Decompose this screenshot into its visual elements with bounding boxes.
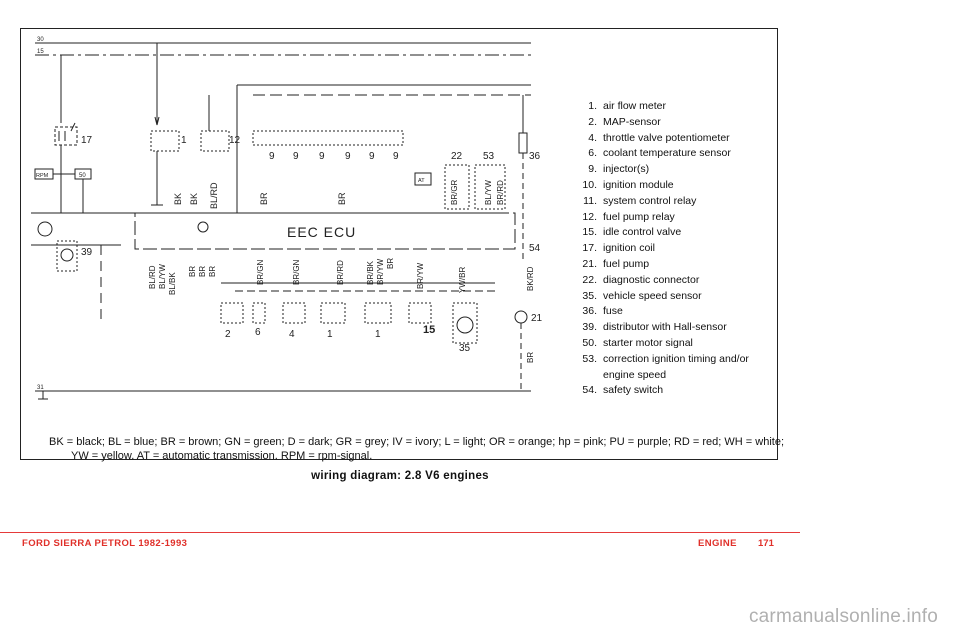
- injector-6: 9: [393, 151, 399, 162]
- legend-item: [567, 115, 797, 131]
- legend-number: 10.: [582, 178, 597, 191]
- legend-text: coolant temperature sensor: [603, 147, 731, 160]
- component-35: 35: [459, 343, 471, 354]
- legend-number: 2.: [588, 115, 597, 128]
- starter-50-label: 50: [79, 173, 86, 179]
- component-12: 12: [229, 135, 241, 146]
- wire-br-r: BR: [526, 351, 535, 363]
- legend-number: 9.: [588, 163, 597, 176]
- wire-br-b: BR: [198, 265, 207, 277]
- component-54: 54: [529, 243, 541, 254]
- wire-blrd: BL/RD: [209, 182, 219, 209]
- legend-text: injector(s): [603, 163, 650, 176]
- wire-brgn-2: BR/GN: [292, 259, 301, 285]
- vehicle-speed-sensor: [457, 317, 473, 333]
- fuel-pump-relay: [201, 131, 229, 151]
- injector-2: 9: [293, 151, 299, 162]
- legend-number: 36.: [582, 305, 597, 318]
- wire-brrd-bl: BR/RD: [496, 180, 505, 205]
- legend-number: 17.: [582, 242, 597, 255]
- legend-text: fuel pump: [603, 257, 650, 270]
- legend-text: fuel pump relay: [603, 210, 675, 223]
- legend-item: [567, 320, 797, 336]
- legend-text: throttle valve potentiometer: [603, 131, 730, 144]
- abbrev-line-2: YW = yellow. AT = automatic transmission. RPM = rpm-signal.: [71, 450, 373, 462]
- legend-text: system control relay: [603, 194, 697, 207]
- component-1-c: 1: [375, 329, 381, 340]
- legend-text: idle control valve: [603, 226, 682, 239]
- wire-blbk: BL/BK: [168, 272, 177, 295]
- distributor: [38, 222, 52, 236]
- legend-item: [567, 210, 797, 226]
- wire-bryw-2: BR/YW: [416, 262, 425, 289]
- wire-brgr: BR/GR: [450, 179, 459, 205]
- rpm-text: RPM: [36, 173, 49, 179]
- legend-item: [567, 131, 797, 147]
- component-4: 4: [289, 329, 295, 340]
- legend-item: [567, 289, 797, 305]
- legend-item: [567, 241, 797, 257]
- legend-item: [567, 162, 797, 178]
- wire-br-c: BR: [208, 265, 217, 277]
- injector-1: 9: [269, 151, 275, 162]
- component-legend: [567, 99, 797, 399]
- legend-text: safety switch: [603, 384, 664, 397]
- component-53: 53: [483, 151, 495, 162]
- wire-bk-1: BK: [173, 192, 183, 205]
- legend-text: distributor with Hall-sensor: [603, 321, 727, 334]
- diagram-frame: [20, 28, 785, 482]
- wire-br-2: BR: [337, 192, 347, 205]
- legend-number: 53.: [582, 352, 597, 365]
- wire-bryw: BR/YW: [376, 258, 385, 285]
- legend-text: ignition coil: [603, 242, 655, 255]
- wire-blyw-2: BL/YW: [158, 264, 167, 289]
- wire-brbk: BR/BK: [366, 260, 375, 285]
- legend-text: ignition module: [603, 178, 674, 191]
- abbrev-line-1: BK = black; BL = blue; BR = brown; GN = green; D = dark; GR = grey; IV = ivory; L = light; OR = orange; hp = pink; PU = purple; RD = red; WH = white;: [49, 436, 785, 448]
- legend-number: 15.: [582, 226, 597, 239]
- fuel-pump: [515, 311, 527, 323]
- wire-br-a: BR: [188, 265, 197, 277]
- rail-30-label: 30: [37, 37, 44, 43]
- footer-section: ENGINE: [698, 538, 737, 549]
- system-control-relay: [151, 131, 179, 151]
- legend-item: [567, 99, 797, 115]
- legend-number: 12.: [582, 210, 597, 223]
- watermark: carmanualsonline.info: [748, 606, 938, 627]
- component-36: 36: [529, 151, 541, 162]
- legend-number: 22.: [582, 273, 597, 286]
- legend-item: [567, 352, 797, 368]
- injector-bank: [253, 131, 403, 162]
- component-21: 21: [531, 313, 543, 324]
- rail-15-label: 15: [37, 49, 44, 55]
- legend-text: starter motor signal: [603, 336, 693, 349]
- legend-item: [567, 336, 797, 352]
- component-15: 15: [423, 324, 436, 336]
- legend-text: engine speed: [603, 368, 667, 381]
- legend-text: diagnostic connector: [603, 273, 700, 286]
- ignition-coil: [55, 127, 77, 145]
- component-2: 2: [225, 329, 231, 340]
- legend-item: [567, 273, 797, 289]
- legend-item: [567, 257, 797, 273]
- legend-item: [567, 368, 797, 384]
- at-label: AT: [418, 178, 425, 184]
- wiring-diagram: [25, 33, 545, 403]
- legend-item: [567, 178, 797, 194]
- footer-page-number: 171: [758, 538, 774, 549]
- legend-number: [567, 368, 603, 384]
- component-6: 6: [255, 327, 261, 338]
- legend-text: MAP-sensor: [603, 115, 661, 128]
- component-17: 17: [81, 135, 93, 146]
- wire-brrd: BR/RD: [336, 260, 345, 285]
- wire-br-1: BR: [259, 192, 269, 205]
- legend-number: 50.: [582, 336, 597, 349]
- wire-blrd-2: BL/RD: [148, 265, 157, 289]
- legend-number: 39.: [582, 321, 597, 334]
- legend-number: 35.: [582, 289, 597, 302]
- legend-item: [567, 194, 797, 210]
- legend-item: [567, 304, 797, 320]
- legend-item: [567, 383, 797, 399]
- legend-number: 54.: [582, 384, 597, 397]
- rail-31-label: 31: [37, 385, 44, 391]
- wire-ywbr: YW/BR: [458, 266, 467, 293]
- legend-text: fuse: [603, 305, 623, 318]
- fuse: [519, 133, 527, 153]
- wire-bk-2: BK: [189, 192, 199, 205]
- component-1-b: 1: [327, 329, 333, 340]
- colour-abbreviations: [49, 435, 789, 463]
- footer-rule: [0, 532, 800, 533]
- injector-5: 9: [369, 151, 375, 162]
- legend-text: vehicle speed sensor: [603, 289, 702, 302]
- legend-number: 21.: [582, 257, 597, 270]
- legend-number: 6.: [588, 147, 597, 160]
- legend-text: air flow meter: [603, 100, 667, 112]
- wire-bkrd: BK/RD: [526, 266, 535, 291]
- component-39: 39: [81, 247, 93, 258]
- footer-book-title: FORD SIERRA PETROL 1982-1993: [22, 538, 188, 549]
- component-22: 22: [451, 151, 463, 162]
- injector-3: 9: [319, 151, 325, 162]
- component-1: 1: [181, 135, 187, 146]
- legend-item: [567, 146, 797, 162]
- legend-number: 4.: [588, 131, 597, 144]
- legend-number: 11.: [583, 194, 597, 207]
- legend-number: 1.: [588, 100, 597, 112]
- legend-text: correction ignition timing and/or: [603, 352, 749, 365]
- wire-blyw: BL/YW: [484, 180, 493, 205]
- legend-item: [567, 225, 797, 241]
- injector-4: 9: [345, 151, 351, 162]
- wire-br-d: BR: [386, 257, 395, 269]
- wire-brgn: BR/GN: [256, 259, 265, 285]
- ecu-label: EEC ECU: [287, 224, 357, 240]
- diagram-caption: wiring diagram: 2.8 V6 engines: [311, 470, 489, 482]
- idle-control-valve: [409, 303, 431, 323]
